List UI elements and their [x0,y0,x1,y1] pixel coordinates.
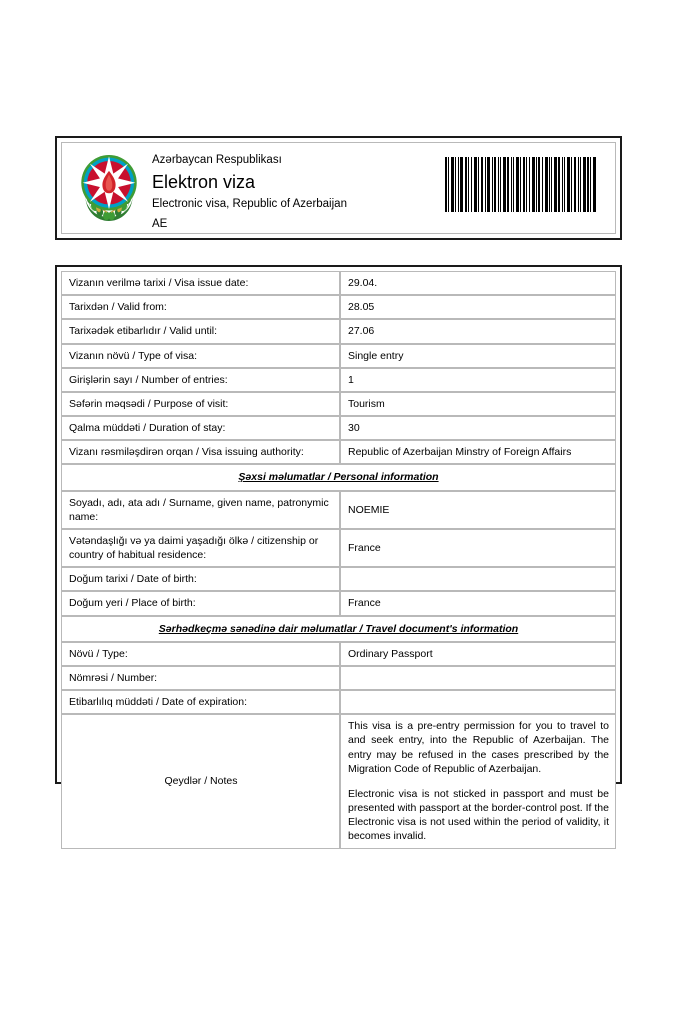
notes-paragraph: Electronic visa is not sticked in passport and must be presented with passport at the border-control post. If the Electronic visa is not used within the period of validity, it becomes invalid. [348,787,609,843]
field-label: Vizanın növü / Type of visa: [61,344,340,368]
table-row [61,690,616,714]
table-row [61,440,616,464]
notes-label: Qeydlər / Notes [61,714,340,848]
table-row [61,642,616,666]
page-title: Elektron viza [152,172,256,192]
field-value: 1 [340,368,616,392]
section-header-personal [61,464,616,490]
field-label: Etibarlılıq müddəti / Date of expiration: [61,690,340,714]
field-label: Nömrəsi / Number: [61,666,340,690]
visa-details-table [61,271,616,849]
field-label: Doğum yeri / Place of birth: [61,591,340,615]
field-value: 27.06 [340,319,616,343]
field-value: Republic of Azerbaijan Minstry of Foreign Affairs [340,440,616,464]
field-label: Tarixədək etibarlıdır / Valid until: [61,319,340,343]
field-label: Tarixdən / Valid from: [61,295,340,319]
field-value: 30 [340,416,616,440]
table-row [61,491,616,529]
field-value: France [340,591,616,615]
table-row [61,666,616,690]
table-row [61,591,616,615]
section-title: Şəxsi məlumatlar / Personal information [61,464,616,490]
field-label: Vizanın verilmə tarixi / Visa issue date: [61,271,340,295]
field-label: Növü / Type: [61,642,340,666]
field-value: France [340,529,616,567]
barcode-container [444,157,597,217]
table-row [61,271,616,295]
table-row [61,392,616,416]
field-label: Səfərin məqsədi / Purpose of visit: [61,392,340,416]
field-value: Ordinary Passport [340,642,616,666]
notes-body [340,714,616,848]
table-row [61,319,616,343]
field-label: Doğum tarixi / Date of birth: [61,567,340,591]
table-row [61,295,616,319]
table-row [61,529,616,567]
field-value [340,666,616,690]
visa-header [61,142,616,234]
field-value: 28.05 [340,295,616,319]
field-label: Girişlərin sayı / Number of entries: [61,368,340,392]
field-value: Single entry [340,344,616,368]
visa-details-frame [55,265,622,843]
barcode-icon [444,157,597,217]
azerbaijan-coat-of-arms-icon [76,151,142,225]
visa-code: AE [152,218,168,230]
table-row [61,416,616,440]
field-value: 29.04. [340,271,616,295]
table-row [61,368,616,392]
notes-paragraph: This visa is a pre-entry permission for you to travel to and seek entry, into the Republic of Azerbaijan. The entry may be refused in the cases prescribed by the Migration Code of Republic of Azerbaijan. [348,720,609,775]
field-value: NOEMIE [340,491,616,529]
field-label: Soyadı, adı, ata adı / Surname, given name, patronymic name: [61,491,340,529]
visa-header-frame [55,136,622,240]
field-value [340,690,616,714]
field-value: Tourism [340,392,616,416]
emblem-container [62,143,150,233]
page-subtitle: Electronic visa, Republic of Azerbaijan [152,198,347,210]
table-row [61,567,616,591]
notes-row [61,714,616,848]
field-value [340,567,616,591]
section-title: Sərhədkeçmə sənədinə dair məlumatlar / Travel document's information [61,616,616,642]
field-label: Qalma müddəti / Duration of stay: [61,416,340,440]
country-line: Azərbaycan Respublikası [152,154,282,166]
field-label: Vətəndaşlığı və ya daimi yaşadığı ölkə / citizenship or country of habitual residence: [61,529,340,567]
field-label: Vizanı rəsmiləşdirən orqan / Visa issuing authority: [61,440,340,464]
table-row [61,344,616,368]
section-header-travel-document [61,616,616,642]
